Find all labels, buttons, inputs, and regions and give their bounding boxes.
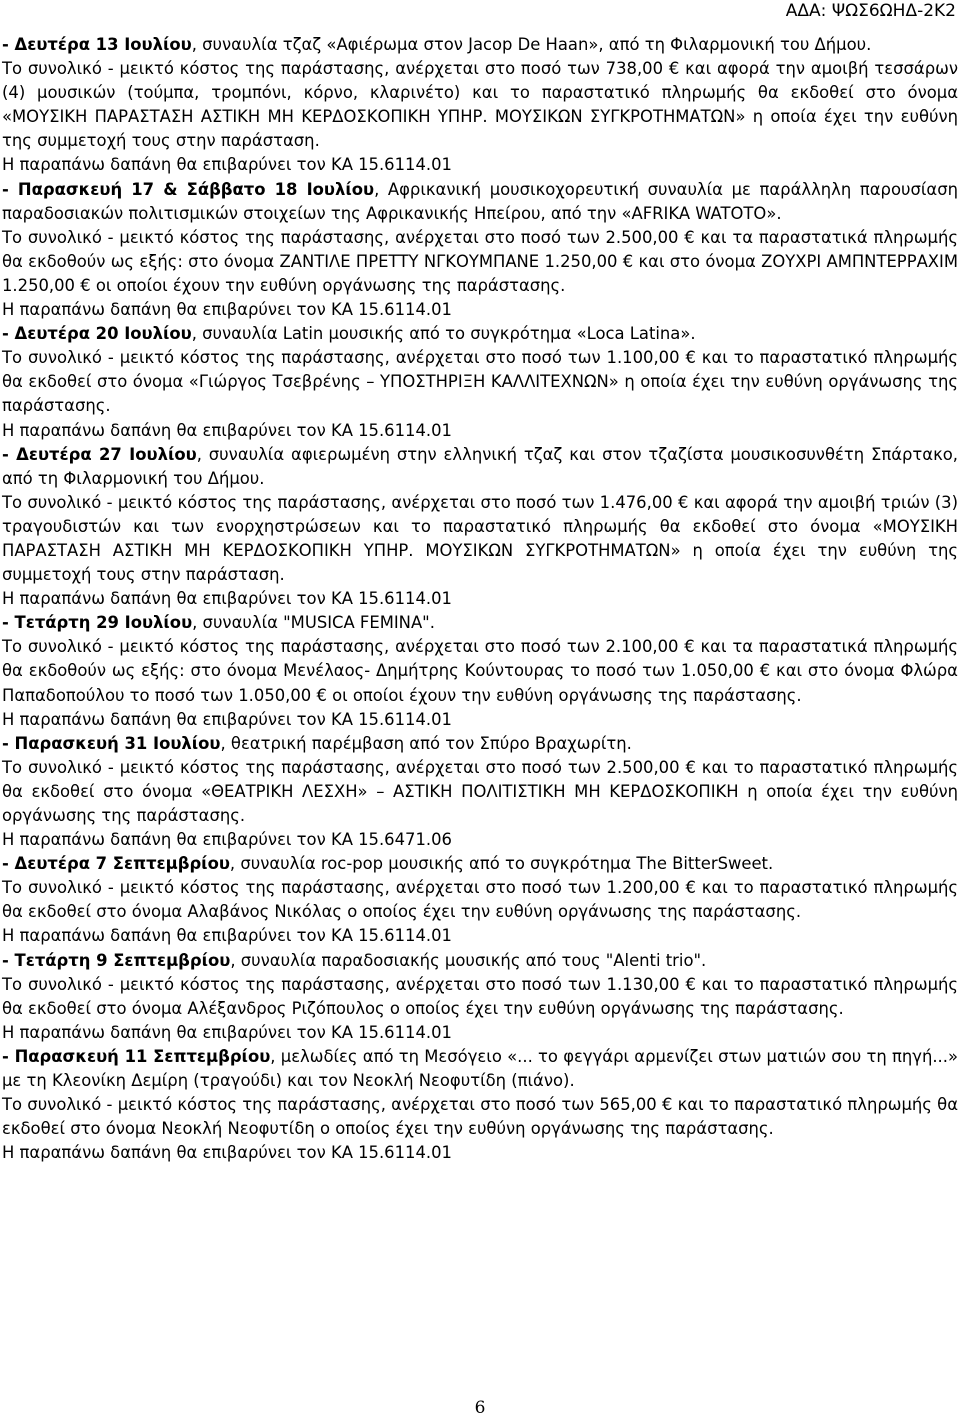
event-title	[2, 33, 958, 57]
event-budget-line: Η παραπάνω δαπάνη θα επιβαρύνει τον ΚΑ 15.6114.01	[2, 1143, 452, 1163]
event-budget-line: Η παραπάνω δαπάνη θα επιβαρύνει τον ΚΑ 15.6471.06	[2, 830, 452, 850]
event-date: - Δευτέρα 27 Ιουλίου	[2, 444, 197, 464]
event-description: , συναυλία αφιερωμένη στην ελληνική τζαζ και στον τζαζίστα μουσικοσυνθέτη Σπάρτακο, από τη Φιλαρμονική του Δήμου.	[2, 444, 958, 488]
event-description: , συναυλία παραδοσιακής μουσικής από τους "Alenti trio".	[230, 950, 707, 970]
event-cost: Το συνολικό - μεικτό κόστος της παράστασης, ανέρχεται στο ποσό των 2.500,00 € και τα παραστατικά πληρωμής θα εκδοθούν ως εξής: στο όνομα ΖΑΝΤΙΛΕ ΠΡΕΤΤΥ ΝΓΚΟΥΜΠΑΝΕ 1.250,00 € και στο όνομα ΖΟΥΧΡΙ ΑΜΠΝΤΕΡΡΑΧΙΜ 1.250,00 € οι οποίοι έχουν την ευθύνη οργάνωσης της παράστασης.	[2, 227, 958, 295]
event-budget-line: Η παραπάνω δαπάνη θα επιβαρύνει τον ΚΑ 15.6114.01	[2, 926, 452, 946]
event-block	[2, 949, 958, 1045]
event-block	[2, 1045, 958, 1165]
event-description: , μελωδίες από τη Μεσόγειο «... το φεγγάρι αρμενίζει στων ματιών σου τη πηγή...» με τη Κλεονίκη Δεμίρη (τραγούδι) και τον Νεοκλή Νεοφυτίδη (πιάνο).	[2, 1046, 958, 1091]
event-title	[2, 443, 958, 491]
event-date: - Τετάρτη 9 Σεπτεμβρίου	[2, 950, 231, 970]
event-date: - Δευτέρα 13 Ιουλίου	[2, 35, 192, 54]
event-date: - Παρασκευή 11 Σεπτεμβρίου	[2, 1046, 271, 1066]
event-budget-line: Η παραπάνω δαπάνη θα επιβαρύνει τον ΚΑ 15.6114.01	[2, 420, 452, 440]
event-date: - Παρασκευή 31 Ιουλίου	[2, 733, 221, 753]
event-date: - Παρασκευή 17 & Σάββατο 18 Ιουλίου	[2, 179, 375, 199]
event-block	[2, 611, 958, 731]
event-cost: Το συνολικό - μεικτό κόστος της παράστασης, ανέρχεται στο ποσό των 738,00 € και αφορά την αμοιβή τεσσάρων (4) μουσικών (τούμπα, τρομπόνι, κόρνο, κλαρινέτο) και το παραστατικό πληρωμής θα εκδοθεί στο όνομα «ΜΟΥΣΙΚΗ ΠΑΡΑΣΤΑΣΗ ΑΣΤΙΚΗ ΜΗ ΚΕΡΔΟΣΚΟΠΙΚΗ ΥΠΗΡ. ΜΟΥΣΙΚΩΝ ΣΥΓΚΡΟΤΗΜΑΤΩΝ» η οποία έχει την ευθύνη της συμμετοχή τους στην παράσταση.	[2, 59, 958, 151]
event-cost: Το συνολικό - μεικτό κόστος της παράστασης, ανέρχεται στο ποσό των 1.476,00 € και αφορά την αμοιβή τριών (3) τραγουδιστών και των ενορχηστρώσεων και το παραστατικό πληρωμής θα εκδοθεί στο όνομα «ΜΟΥΣΙΚΗ ΠΑΡΑΣΤΑΣΗ ΑΣΤΙΚΗ ΜΗ ΚΕΡΔΟΣΚΟΠΙΚΗ ΥΠΗΡ. ΜΟΥΣΙΚΩΝ ΣΥΓΚΡΟΤΗΜΑΤΩΝ» η οποία έχει την ευθύνη της συμμετοχή τους στην παράσταση.	[2, 492, 958, 585]
document-body	[2, 33, 958, 1165]
event-budget-line: Η παραπάνω δαπάνη θα επιβαρύνει τον ΚΑ 15.6114.01	[2, 300, 452, 320]
event-block	[2, 443, 958, 612]
event-cost: Το συνολικό - μεικτό κόστος της παράστασης, ανέρχεται στο ποσό των 2.500,00 € και το παραστατικό πληρωμής θα εκδοθεί στο όνομα «ΘΕΑΤΡΙΚΗ ΛΕΣΧΗ» – ΑΣΤΙΚΗ ΠΟΛΙΤΙΣΤΙΚΗ ΜΗ ΚΕΡΔΟΣΚΟΠΙΚΗ η οποία έχει την ευθύνη οργάνωσης της παράστασης.	[2, 757, 958, 825]
event-block	[2, 852, 958, 948]
event-description: , θεατρική παρέμβαση από τον Σπύρο Βραχωρίτη.	[220, 733, 632, 753]
event-description: , Αφρικανική μουσικοχορευτική συναυλία με παράλληλη παρουσίαση παραδοσιακών πολιτισμικών στοιχείων της Αφρικανικής Ηπείρου, από την «AFRIKA WATOTO».	[2, 179, 958, 223]
event-cost: Το συνολικό - μεικτό κόστος της παράστασης, ανέρχεται στο ποσό των 2.100,00 € και τα παραστατικά πληρωμής θα εκδοθούν ως εξής: στο όνομα Μενέλαος- Δημήτρης Κούντουρας το ποσό των 1.050,00 € και στο όνομα Φλώρα Παπαδοπούλου το ποσό των 1.050,00 € οι οποίοι έχουν την ευθύνη οργάνωσης της παράστασης.	[2, 637, 958, 705]
event-date: - Δευτέρα 7 Σεπτεμβρίου	[2, 854, 230, 874]
event-title	[2, 611, 958, 635]
event-block	[2, 33, 958, 178]
event-title	[2, 322, 958, 346]
event-budget-line: Η παραπάνω δαπάνη θα επιβαρύνει τον ΚΑ 15.6114.01	[2, 1022, 452, 1042]
event-title	[2, 852, 958, 876]
event-description: , συναυλία Latin μουσικής από το συγκρότημα «Loca Latina».	[191, 324, 696, 344]
event-title	[2, 949, 958, 973]
event-cost: Το συνολικό - μεικτό κόστος της παράστασης, ανέρχεται στο ποσό των 1.200,00 € και το παραστατικό πληρωμής θα εκδοθεί στο όνομα Αλαβάνος Νικόλας ο οποίος έχει την ευθύνη οργάνωσης της παράστασης.	[2, 878, 958, 922]
event-date: - Δευτέρα 20 Ιουλίου	[2, 324, 192, 344]
ada-code: ΑΔΑ: ΨΩΣ6ΩΗΔ-2Κ2	[785, 1, 956, 21]
event-block	[2, 322, 958, 442]
page-number: 6	[474, 1398, 486, 1418]
event-cost: Το συνολικό - μεικτό κόστος της παράστασης, ανέρχεται στο ποσό των 565,00 € και το παραστατικό πληρωμής θα εκδοθεί στο όνομα Νεοκλή Νεοφυτίδη ο οποίος έχει την ευθύνη οργάνωσης της παράστασης.	[2, 1095, 958, 1139]
event-description: , συναυλία roc-pop μουσικής από το συγκρότημα The BitterSweet.	[229, 854, 774, 874]
event-cost: Το συνολικό - μεικτό κόστος της παράστασης, ανέρχεται στο ποσό των 1.130,00 € και το παραστατικό πληρωμής θα εκδοθεί στο όνομα Αλέξανδρος Ριζόπουλος ο οποίος έχει την ευθύνη οργάνωσης της παράστασης.	[2, 974, 958, 1018]
event-block	[2, 178, 958, 323]
event-budget-line: Η παραπάνω δαπάνη θα επιβαρύνει τον ΚΑ 15.6114.01	[2, 589, 452, 609]
event-block	[2, 732, 958, 852]
event-title	[2, 178, 958, 226]
event-description: , συναυλία τζαζ «Αφιέρωμα στον Jacop De Haan», από τη Φιλαρμονική του Δήμου.	[191, 35, 872, 54]
event-description: , συναυλία "MUSICA FEMINA".	[192, 613, 435, 633]
event-date: - Τετάρτη 29 Ιουλίου	[2, 613, 193, 633]
event-budget-line: Η παραπάνω δαπάνη θα επιβαρύνει τον ΚΑ 15.6114.01	[2, 155, 452, 175]
event-cost: Το συνολικό - μεικτό κόστος της παράστασης, ανέρχεται στο ποσό των 1.100,00 € και το παραστατικό πληρωμής θα εκδοθεί στο όνομα «Γιώργος Τσεβρένης – ΥΠΟΣΤΗΡΙΞΗ ΚΑΛΛΙΤΕΧΝΩΝ» η οποία έχει την ευθύνη οργάνωσης της παράστασης.	[2, 348, 958, 416]
event-title	[2, 1045, 958, 1093]
event-budget-line: Η παραπάνω δαπάνη θα επιβαρύνει τον ΚΑ 15.6114.01	[2, 709, 452, 729]
event-title	[2, 732, 958, 756]
